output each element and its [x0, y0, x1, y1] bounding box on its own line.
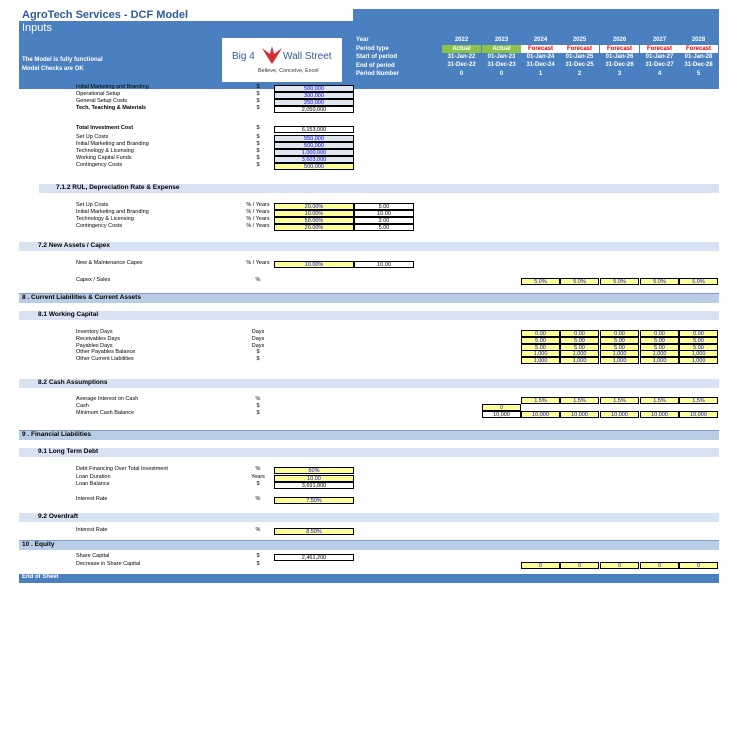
- unit-label: $: [256, 91, 260, 97]
- section-title: 8.2 Cash Assumptions: [38, 379, 108, 386]
- section-title: 9 . Financial Liabilities: [22, 431, 91, 438]
- row-label: General Setup Costs: [76, 98, 128, 104]
- row-label: Set Up Costs: [76, 134, 109, 140]
- period-end: 31-Dec-26: [605, 62, 634, 68]
- forecast-cell[interactable]: 0: [679, 562, 718, 569]
- logo-text-right: Wall Street: [283, 51, 332, 62]
- row-label: Interest Rate: [76, 527, 108, 533]
- header-row-label: Start of period: [356, 54, 398, 60]
- cash-cell[interactable]: 0: [482, 404, 521, 411]
- section-new-assets-capex: [19, 242, 719, 251]
- year-header: 2024: [533, 37, 548, 43]
- sheet-name: Inputs: [22, 22, 52, 34]
- logo-tagline: Believe, Conceive, Excel: [258, 68, 319, 74]
- header-row-label: End of period: [356, 62, 395, 69]
- section-overdraft: [19, 513, 719, 522]
- row-label: Minimum Cash Balance: [76, 410, 135, 416]
- year-header: 2023: [494, 37, 509, 43]
- forecast-cell[interactable]: 5.0%: [640, 278, 679, 285]
- forecast-cell[interactable]: 1,000: [560, 357, 599, 364]
- forecast-cell[interactable]: 1,000: [640, 357, 679, 364]
- unit-label: %: [255, 496, 261, 502]
- row-label: Loan Balance: [76, 481, 110, 487]
- forecast-cell[interactable]: 5.00: [521, 344, 560, 351]
- forecast-cell[interactable]: 0: [600, 562, 639, 569]
- unit-label: $: [256, 134, 260, 140]
- unit-label: % / Years: [246, 223, 270, 229]
- period-type-badge: Forecast: [600, 45, 639, 53]
- year-header: 2025: [572, 37, 587, 43]
- share-capital-cell[interactable]: 2,461,200: [274, 554, 354, 561]
- period-type-badge: Forecast: [560, 45, 599, 53]
- logo-text-left: Big 4: [232, 51, 255, 62]
- life-cell[interactable]: 2.00: [354, 217, 414, 224]
- unit-label: $: [256, 148, 260, 154]
- year-header: 2026: [612, 37, 627, 43]
- value-cell[interactable]: 300,000: [274, 92, 354, 99]
- company-logo: [222, 38, 342, 82]
- value-cell[interactable]: 3,603,000: [274, 156, 354, 163]
- row-label: Set Up Costs: [76, 202, 109, 208]
- year-header: 2027: [652, 37, 667, 43]
- forecast-cell[interactable]: 10,000: [600, 411, 639, 418]
- model-checks-status: Model Checks are OK: [22, 66, 84, 72]
- unit-label: %: [255, 396, 261, 402]
- row-label: Loan Duration: [76, 473, 111, 480]
- period-number: 0: [499, 71, 504, 77]
- period-end: 31-Dec-28: [684, 62, 713, 68]
- row-label: Payables Days: [76, 342, 113, 349]
- forecast-cell[interactable]: 0.00: [521, 330, 560, 337]
- forecast-cell[interactable]: 1.5%: [560, 397, 599, 404]
- section-current-liabilities: [19, 293, 719, 303]
- row-label: Other Payables Balance: [76, 349, 136, 356]
- period-end: 31-Dec-24: [526, 62, 555, 68]
- period-type-badge: Forecast: [679, 45, 718, 53]
- value-cell[interactable]: 550,000: [274, 135, 354, 142]
- forecast-cell[interactable]: 10,000: [640, 411, 679, 418]
- section-title: 8.1 Working Capital: [38, 311, 99, 318]
- row-label: New & Maintenance Capex: [76, 260, 143, 266]
- eagle-logo-icon: [260, 42, 284, 66]
- row-label: Debt Financing Over Total Investment: [76, 466, 168, 472]
- section-financial-liabilities: [19, 430, 719, 440]
- total-investment-label: Total Investment Cost: [76, 125, 134, 131]
- value-cell[interactable]: 500,000: [274, 142, 354, 149]
- header-row-label: Period type: [356, 45, 389, 52]
- period-number: 1: [538, 71, 543, 77]
- period-start: 01-Jan-23: [487, 54, 516, 60]
- life-cell[interactable]: 10.00: [354, 261, 414, 268]
- period-number: 0: [459, 71, 464, 77]
- forecast-cell[interactable]: 1.5%: [521, 397, 560, 404]
- period-type-badge: Forecast: [640, 45, 679, 53]
- forecast-cell[interactable]: 1,000: [560, 350, 599, 357]
- forecast-cell[interactable]: 1.5%: [600, 397, 639, 404]
- unit-label: $: [256, 98, 260, 104]
- row-label: Operational Setup: [76, 91, 121, 97]
- section-rul-depreciation: [39, 184, 719, 193]
- forecast-cell[interactable]: 0.00: [640, 330, 679, 337]
- forecast-cell[interactable]: 5.00: [640, 344, 679, 351]
- unit-label: Days: [251, 342, 265, 349]
- section-working-capital: [19, 311, 719, 320]
- forecast-cell[interactable]: 5.0%: [679, 278, 718, 285]
- forecast-cell[interactable]: 5.00: [640, 337, 679, 344]
- value-cell[interactable]: 10.00: [274, 475, 354, 482]
- actual-cell[interactable]: 10,000: [482, 411, 521, 418]
- row-label: Technology & Licensing: [76, 216, 134, 222]
- forecast-cell[interactable]: 0.00: [600, 330, 639, 337]
- forecast-cell[interactable]: 10,000: [560, 411, 599, 418]
- section-title: 7.2 New Assets / Capex: [38, 242, 111, 249]
- rate-cell[interactable]: 10.00%: [274, 210, 354, 217]
- unit-label: $: [256, 561, 260, 567]
- forecast-cell[interactable]: 1,000: [679, 357, 718, 364]
- life-cell[interactable]: 5.00: [354, 203, 414, 210]
- forecast-cell[interactable]: 5.0%: [521, 278, 560, 285]
- forecast-cell[interactable]: 1,000: [640, 350, 679, 357]
- unit-label: $: [256, 356, 260, 363]
- row-label: Contingency Costs: [76, 223, 123, 229]
- value-cell[interactable]: 60%: [274, 467, 354, 474]
- unit-label: $: [256, 403, 260, 409]
- forecast-cell[interactable]: 10,000: [679, 411, 718, 418]
- section-title: 9.1 Long Term Debt: [38, 448, 99, 455]
- row-label: Other Current Liabilities: [76, 356, 134, 363]
- value-cell[interactable]: 2,050,000: [274, 106, 354, 113]
- row-label: Initial Marketing and Branding: [76, 141, 149, 147]
- period-start: 01-Jan-27: [645, 54, 674, 60]
- unit-label: $: [256, 155, 260, 161]
- forecast-cell[interactable]: 1.5%: [679, 397, 718, 404]
- row-label: Share Capital: [76, 553, 110, 559]
- forecast-cell[interactable]: 0.00: [560, 330, 599, 337]
- rate-cell[interactable]: 20.00%: [274, 203, 354, 210]
- period-type-badge: Actual: [482, 45, 521, 53]
- interest-rate-cell[interactable]: 7.50%: [274, 497, 354, 504]
- forecast-cell[interactable]: 5.0%: [560, 278, 599, 285]
- forecast-cell[interactable]: 5.00: [600, 344, 639, 351]
- forecast-cell[interactable]: 0: [521, 562, 560, 569]
- period-end: 31-Dec-22: [447, 62, 476, 68]
- row-label: Contingency Costs: [76, 162, 123, 168]
- model-status: The Model is fully functional: [22, 57, 103, 63]
- life-cell[interactable]: 5.00: [354, 224, 414, 231]
- year-header: 2022: [454, 37, 469, 43]
- unit-label: $: [256, 84, 260, 90]
- section-title: 7.1.2 RUL, Depreciation Rate & Expense: [56, 184, 180, 191]
- unit-label: $: [256, 105, 260, 111]
- section-title: 9.2 Overdraft: [38, 513, 79, 520]
- period-number: 4: [657, 71, 662, 77]
- unit-label: Days: [251, 329, 265, 335]
- unit-label: % / Years: [246, 209, 270, 215]
- unit-label: % / Years: [246, 216, 270, 222]
- period-start: 01-Jan-28: [684, 54, 713, 60]
- row-label: Inventory Days: [76, 329, 113, 335]
- row-label: Initial Marketing and Branding: [76, 209, 149, 215]
- unit-label: %: [255, 277, 261, 283]
- row-label: Interest Rate: [76, 496, 108, 502]
- forecast-cell[interactable]: 5.00: [560, 344, 599, 351]
- life-cell[interactable]: 10.00: [354, 210, 414, 217]
- forecast-cell[interactable]: 1.5%: [640, 397, 679, 404]
- row-label: Initial Marketing and Branding: [76, 84, 149, 90]
- unit-label: Days: [251, 335, 265, 342]
- forecast-cell[interactable]: 10,000: [521, 411, 560, 418]
- period-number: 5: [696, 71, 701, 77]
- period-start: 01-Jan-26: [605, 54, 634, 60]
- value-cell[interactable]: 1,000,000: [274, 149, 354, 156]
- forecast-cell[interactable]: 5.00: [521, 337, 560, 344]
- end-of-sheet-bar: [19, 574, 719, 583]
- value-cell[interactable]: 500,000: [274, 85, 354, 92]
- header-row-label: Period Number: [356, 71, 400, 77]
- end-of-sheet-label: End of Sheet: [22, 574, 59, 580]
- year-header: 2028: [691, 37, 706, 43]
- section-cash-assumptions: [19, 379, 719, 388]
- value-cell[interactable]: 3,691,800: [274, 482, 354, 489]
- section-long-term-debt: [19, 448, 719, 457]
- forecast-cell[interactable]: 5.0%: [600, 278, 639, 285]
- period-start: 01-Jan-25: [565, 54, 594, 60]
- forecast-cell[interactable]: 0.00: [679, 330, 718, 337]
- unit-label: $: [256, 125, 260, 131]
- row-label: Receivables Days: [76, 335, 121, 342]
- unit-label: % / Years: [246, 202, 270, 208]
- forecast-cell[interactable]: 1,000: [600, 357, 639, 364]
- model-title: AgroTech Services - DCF Model: [22, 9, 189, 21]
- period-end: 31-Dec-23: [487, 62, 516, 68]
- section-title: 8 . Current Liabilities & Current Assets: [22, 294, 141, 301]
- forecast-cell[interactable]: 0: [560, 562, 599, 569]
- row-label: Average Interest on Cash: [76, 396, 139, 402]
- forecast-cell[interactable]: 5.00: [600, 337, 639, 344]
- forecast-cell[interactable]: 1,000: [521, 350, 560, 357]
- unit-label: % / Years: [246, 260, 270, 266]
- section-title: 10 . Equity: [22, 541, 55, 548]
- period-type-badge: Forecast: [521, 45, 560, 53]
- period-start: 31-Jan-22: [447, 54, 476, 60]
- overdraft-rate-cell[interactable]: 8.50%: [274, 528, 354, 535]
- unit-label: $: [256, 410, 260, 416]
- rate-cell[interactable]: 20.00%: [274, 224, 354, 231]
- row-label: Technology & Licensing: [76, 148, 134, 154]
- unit-label: %: [255, 466, 261, 472]
- forecast-cell[interactable]: 5.00: [560, 337, 599, 344]
- unit-label: $: [256, 141, 260, 147]
- value-cell[interactable]: 500,000: [274, 163, 354, 170]
- period-number: 2: [577, 71, 582, 77]
- unit-label: $: [256, 349, 260, 356]
- unit-label: $: [256, 162, 260, 168]
- unit-label: %: [255, 527, 261, 533]
- value-cell[interactable]: 250,000: [274, 99, 354, 106]
- forecast-cell[interactable]: 5.00: [679, 344, 718, 351]
- row-label: Tech, Teaching & Materials: [76, 105, 147, 111]
- period-type-badge: Actual: [442, 45, 481, 53]
- rate-cell[interactable]: 10.00%: [274, 261, 354, 268]
- section-equity: [19, 540, 719, 550]
- unit-label: Years: [251, 473, 265, 480]
- period-start: 01-Jan-24: [526, 54, 555, 60]
- period-number: 3: [617, 71, 622, 77]
- unit-label: $: [256, 481, 260, 487]
- unit-label: $: [256, 553, 260, 559]
- period-end: 31-Dec-27: [645, 62, 674, 68]
- forecast-cell[interactable]: 1,000: [600, 350, 639, 357]
- row-label: Capex / Sales: [76, 277, 111, 283]
- forecast-cell[interactable]: 5.00: [679, 337, 718, 344]
- rate-cell[interactable]: 50.00%: [274, 217, 354, 224]
- row-label: Working Capital Funds: [76, 155, 132, 161]
- forecast-cell[interactable]: 1,000: [679, 350, 718, 357]
- forecast-cell[interactable]: 0: [640, 562, 679, 569]
- total-investment-cell[interactable]: 6,153,000: [274, 126, 354, 133]
- forecast-cell[interactable]: 1,000: [521, 357, 560, 364]
- row-label: Cash: [76, 403, 89, 409]
- row-label: Decrease in Share Capital: [76, 561, 141, 567]
- period-end: 31-Dec-25: [565, 62, 594, 68]
- header-row-label: Year: [356, 37, 369, 43]
